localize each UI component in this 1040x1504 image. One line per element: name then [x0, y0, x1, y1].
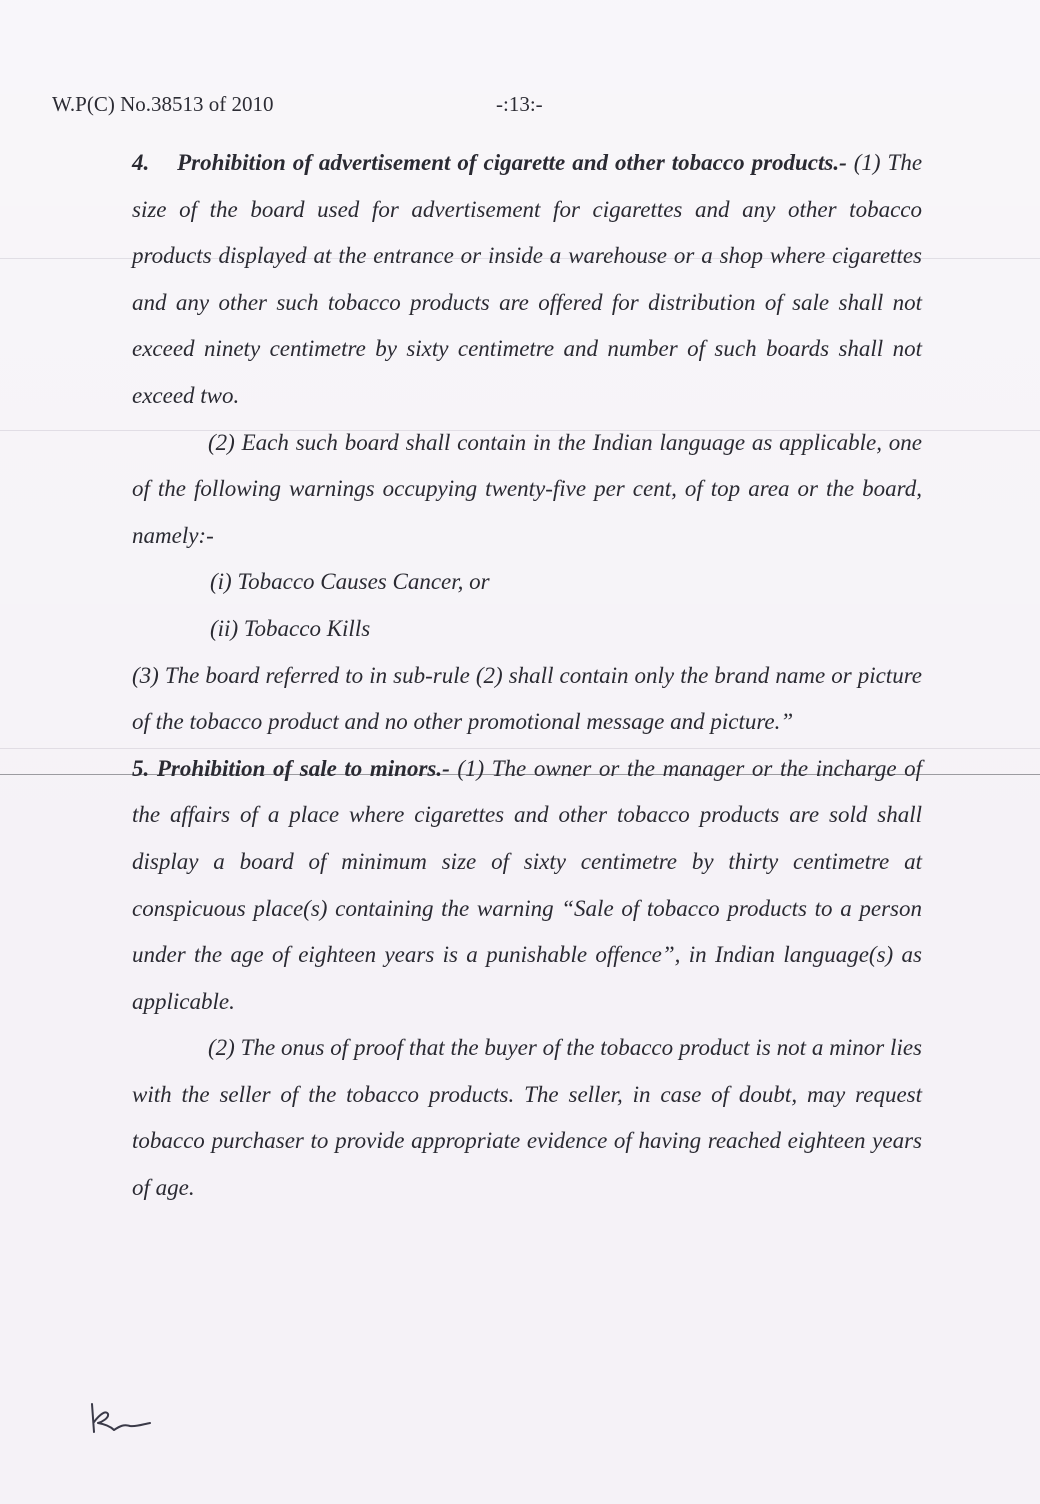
section-5-sub1-text: (1) The owner or the manager or the incharge of the affairs of a place where cigarettes and other tobacco products are sold shall display a board of minimum size of sixty centimetre by thirty centimetre at conspicuous place(s) containing the warning “Sale of tobacco products to a person under the age of eighteen years is a punishable offence”, in Indian language(s) as applicable. — [132, 755, 923, 1014]
section-4-title-cont: products.- — [751, 150, 847, 175]
section-4-sub2: (2) Each such board shall contain in the Indian language as applicable, one of the following warnings occupying twenty-five per cent, of top area or the board, namely:- — [132, 429, 922, 548]
warning-item-ii: (ii) Tobacco Kills — [210, 615, 371, 641]
section-4-heading — [132, 140, 922, 420]
section-5-paragraph — [132, 746, 922, 1026]
document-body — [132, 140, 922, 1212]
section-4-sub3: (3) The board referred to in sub-rule (2) shall contain only the brand name or picture of the tobacco product and no other promotional message and picture.” — [132, 662, 922, 735]
section-4-sub1-text: The size of the board used for advertisement for cigarettes and any other tobacco products displayed at the entrance or inside a warehouse or a shop where cigarettes and any other such tobacco products are offered for distribution of sale shall not exceed ninety centimetre by sixty centimetre and number of such boards shall not exceed two. — [132, 150, 923, 408]
section-4-title: Prohibition of advertisement of cigarette and other tobacco — [177, 150, 745, 175]
warning-item-i: (i) Tobacco Causes Cancer, or — [210, 569, 490, 595]
section-5-title: 5. Prohibition of sale to minors.- — [132, 755, 450, 781]
section-4-sub1-marker: (1) — [853, 150, 881, 175]
section-4-number: 4. — [132, 150, 150, 175]
page-number: -:13:- — [496, 92, 543, 116]
handwritten-initials — [86, 1396, 156, 1440]
section-5-sub2: (2) The onus of proof that the buyer of the tobacco product is not a minor lies with the seller of the tobacco products. The seller, in case of doubt, may request tobacco purchaser to provide appropriate evidence of having reached eighteen years of age. — [132, 1035, 922, 1201]
case-number: W.P(C) No.38513 of 2010 — [52, 92, 274, 116]
